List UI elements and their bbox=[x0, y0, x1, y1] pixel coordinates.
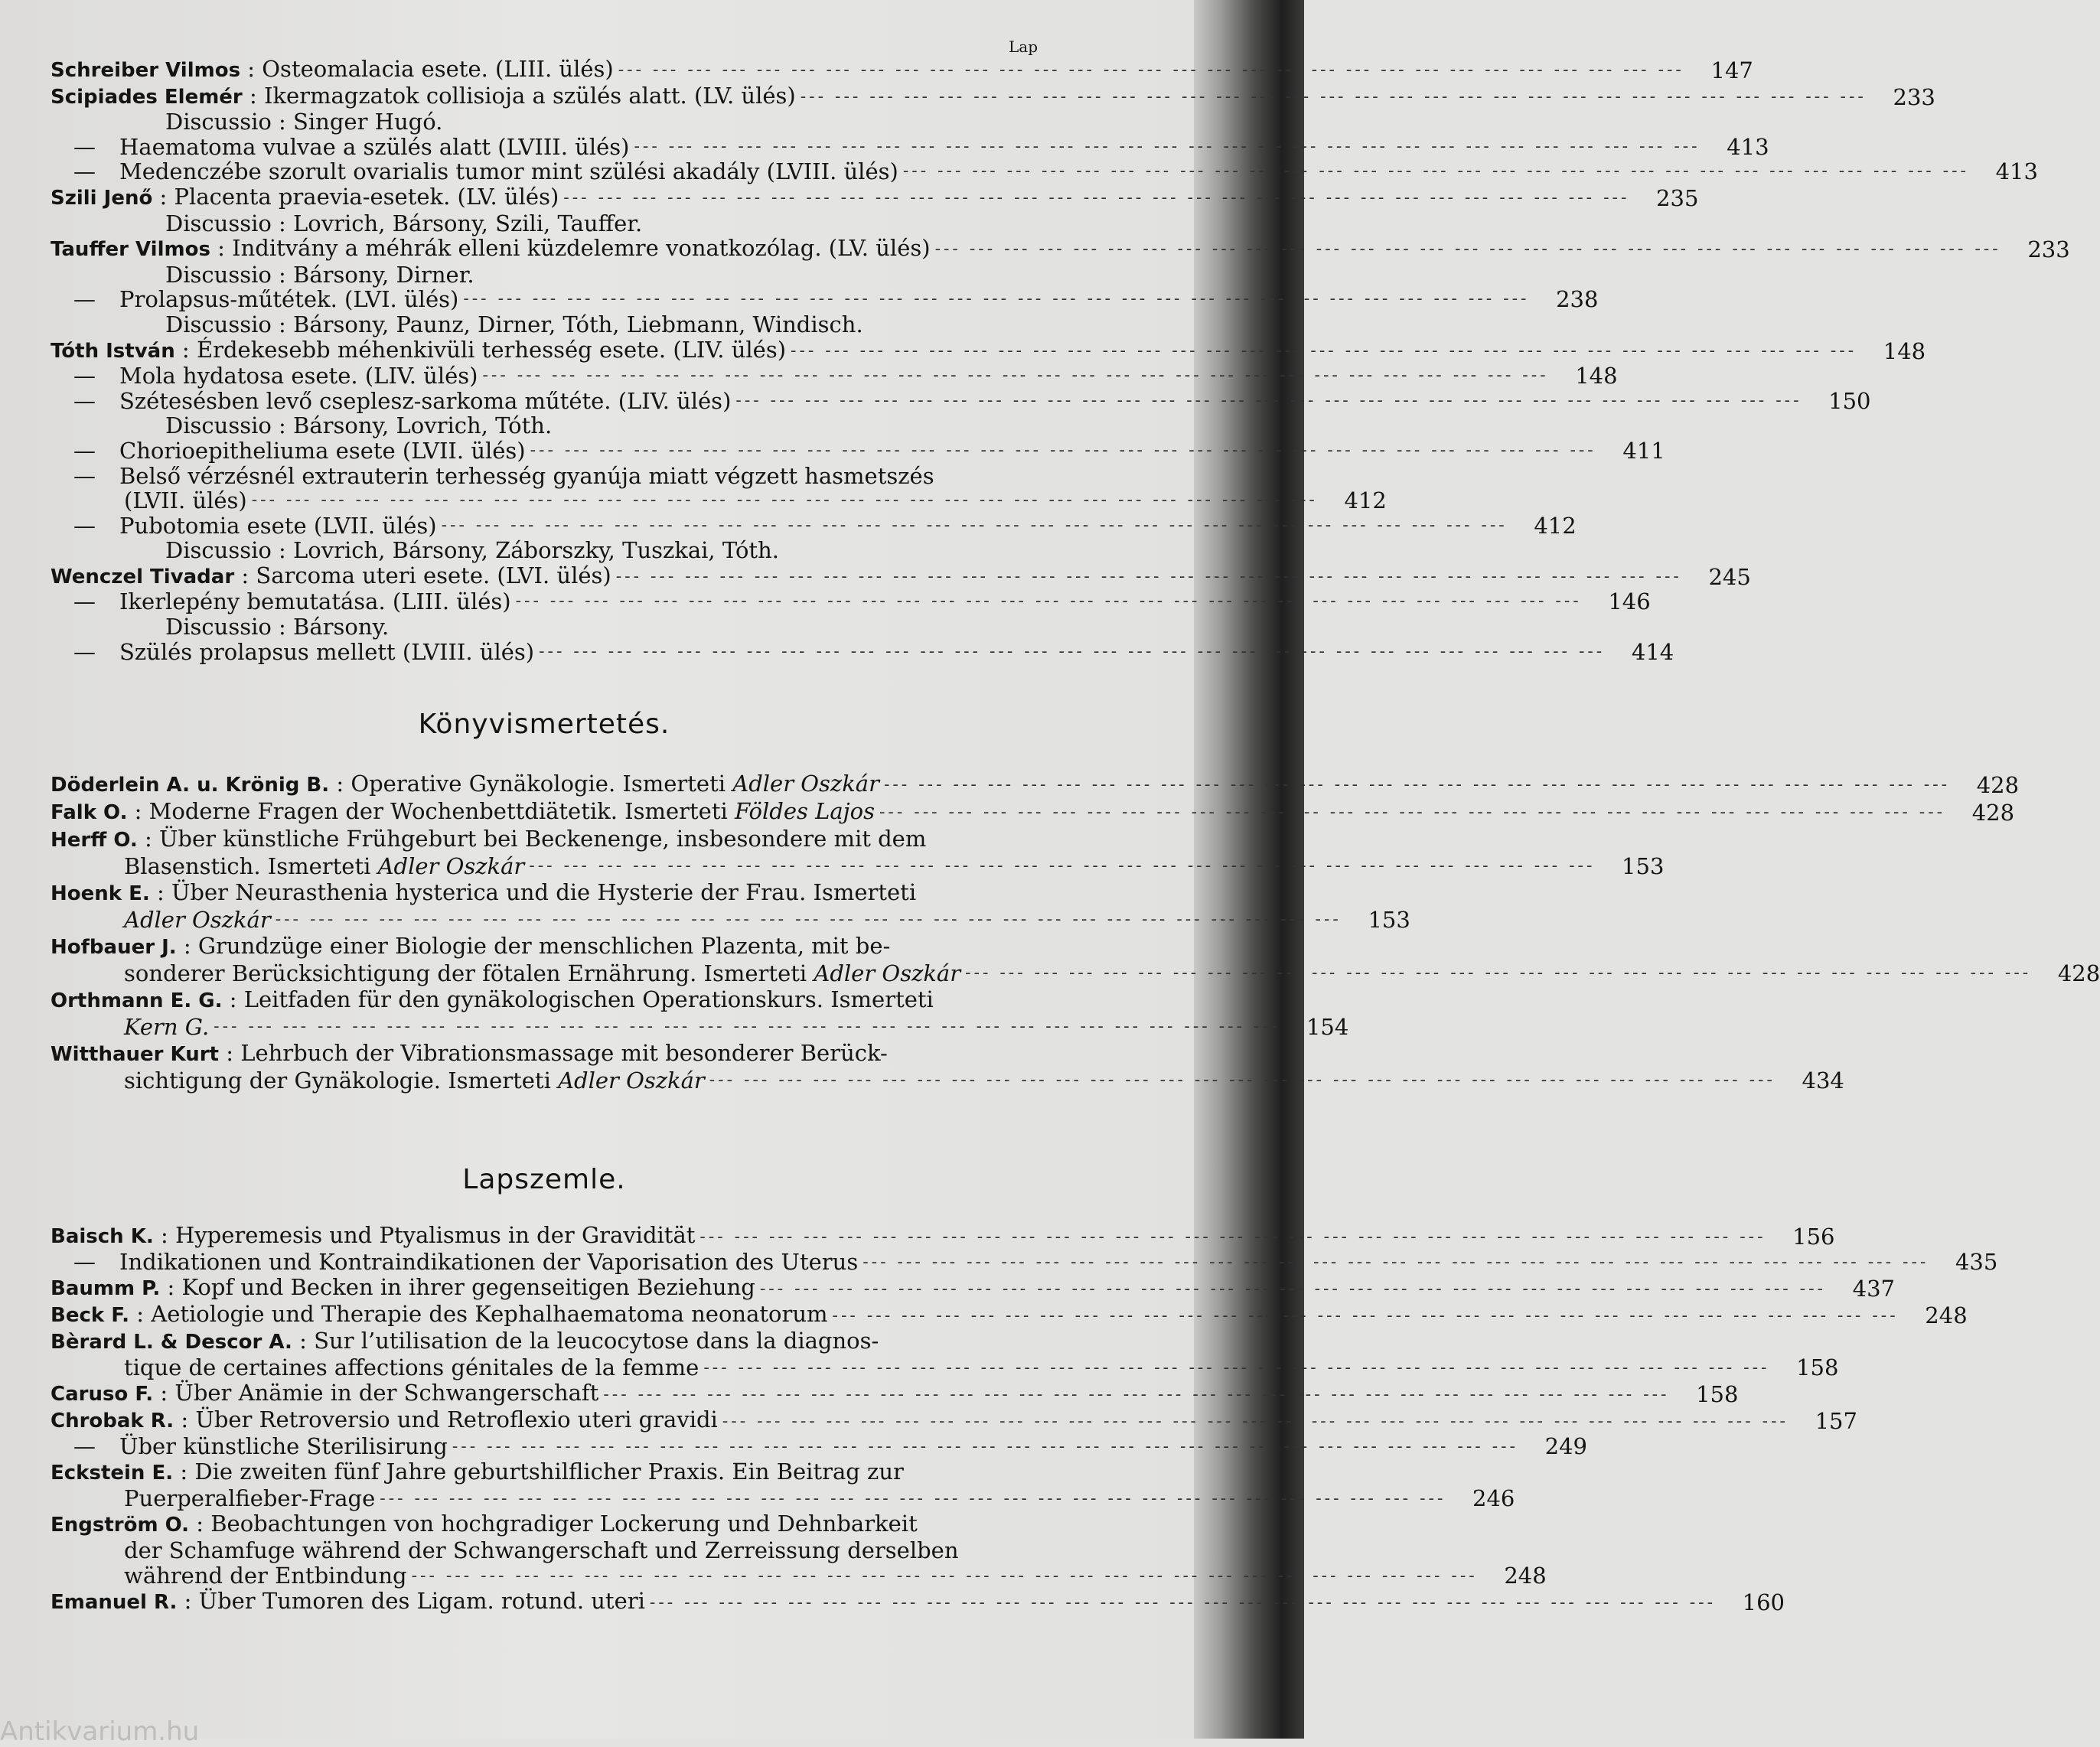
entry-text-wrap bbox=[51, 1434, 448, 1459]
entry-page: 437 bbox=[1852, 1276, 1895, 1302]
entry-continuation bbox=[124, 1486, 375, 1511]
entry-author: Falk O. bbox=[51, 801, 128, 825]
entry-author: Szili Jenő bbox=[51, 186, 153, 210]
entry-title: Medenczébe szorult ovarialis tumor mint szülési akadály (LVIII. ülés) bbox=[119, 158, 898, 185]
entry-title: Über Neurasthenia hysterica und die Hysterie der Frau. Ismerteti bbox=[171, 879, 917, 906]
leader-dots bbox=[452, 1434, 1518, 1459]
entry-page: 428 bbox=[2057, 960, 2100, 987]
index-entry bbox=[51, 1380, 1739, 1408]
index-entry bbox=[51, 1406, 1857, 1435]
entry-text-wrap bbox=[51, 135, 630, 160]
entry-discussio: Discussio : Bársony, Lovrich, Tóth. bbox=[165, 412, 553, 439]
leader-dots bbox=[529, 853, 1595, 879]
continuation-dash: — bbox=[73, 158, 96, 185]
entry-author: Döderlein A. u. Krönig B. bbox=[51, 774, 330, 797]
entry-title: Über Tumoren des Ligam. rotund. uteri bbox=[198, 1588, 645, 1615]
entry-page: 248 bbox=[1504, 1563, 1547, 1589]
entry-text-wrap: Schreiber Vilmos : Osteomalacia esete. (LIII. ülés) bbox=[51, 56, 614, 82]
leader-dots bbox=[884, 772, 1950, 798]
index-entry bbox=[51, 1588, 1785, 1616]
entry-page: 413 bbox=[1995, 158, 2038, 185]
leader-dots bbox=[516, 589, 1582, 614]
entry-continuation bbox=[124, 907, 271, 933]
index-entry bbox=[51, 363, 1618, 389]
entry-line: Hoenk E. : Über Neurasthenia hysterica und die Hysterie der Frau. Ismerteti bbox=[51, 879, 917, 906]
entry-text-wrap: Chrobak R. : Über Retroversio und Retroflexio uteri gravidi bbox=[51, 1406, 718, 1433]
index-entry-end bbox=[51, 1014, 1349, 1041]
index-entry bbox=[51, 1301, 1968, 1329]
section-book-reviews bbox=[51, 771, 2100, 1094]
leader-dots bbox=[563, 186, 1629, 211]
entry-page: 148 bbox=[1575, 363, 1618, 389]
entry-text-wrap: Scipiades Elemér : Ikermagzatok collisioja a szülés alatt. (LV. ülés) bbox=[51, 82, 796, 109]
entry-author: Baisch K. bbox=[51, 1225, 154, 1249]
leader-dots bbox=[735, 389, 1802, 414]
index-entry-end bbox=[51, 1563, 1547, 1589]
leader-dots bbox=[276, 907, 1342, 933]
leader-dots bbox=[833, 1303, 1899, 1328]
leader-dots bbox=[214, 1014, 1280, 1040]
entry-author: Bèrard L. & Descor A. bbox=[51, 1331, 292, 1354]
entry-line: Eckstein E. : Die zweiten fünf Jahre geburtshilflicher Praxis. Ein Beitrag zur bbox=[51, 1459, 904, 1485]
leader-dots bbox=[699, 1224, 1766, 1250]
entry-title: Érdekesebb méhenkivüli terhesség esete. (LIV. ülés) bbox=[196, 336, 787, 363]
entry-line bbox=[51, 464, 1038, 489]
entry-title: Pubotomia esete (LVII. ülés) bbox=[119, 512, 437, 539]
index-entry bbox=[51, 771, 2020, 799]
leader-dots bbox=[616, 565, 1682, 590]
leader-dots bbox=[903, 159, 1969, 184]
index-entry bbox=[51, 512, 1577, 539]
index-entry-end bbox=[51, 1354, 1839, 1381]
entry-text-wrap: Döderlein A. u. Krönig B. : Operative Gynäkologie. Ismerteti Adler Oszkár bbox=[51, 771, 879, 797]
index-entry bbox=[51, 798, 2015, 826]
entry-page: 147 bbox=[1710, 57, 1753, 83]
entry-line: Engström O. : Beobachtungen von hochgradiger Lockerung und Dehnbarkeit bbox=[51, 1511, 918, 1537]
entry-continuation bbox=[124, 1563, 407, 1589]
entry-text-wrap bbox=[51, 389, 731, 414]
watermark: Antikvarium.hu bbox=[0, 1716, 200, 1747]
entry-line: Orthmann E. G. : Leitfaden für den gynäkologischen Operationskurs. Ismerteti bbox=[51, 986, 934, 1013]
entry-author: Emanuel R. bbox=[51, 1591, 178, 1615]
index-entry bbox=[51, 133, 1769, 160]
index-entry bbox=[51, 336, 1926, 364]
index-entry bbox=[51, 387, 1871, 414]
index-entry bbox=[51, 588, 1651, 615]
entry-title-cont: während der Entbindung bbox=[124, 1563, 407, 1589]
index-entry bbox=[51, 638, 1674, 665]
entry-page: 160 bbox=[1742, 1589, 1785, 1616]
leader-dots bbox=[703, 1355, 1769, 1380]
leader-dots bbox=[650, 1590, 1716, 1615]
entry-author: Scipiades Elemér bbox=[51, 85, 243, 109]
leader-dots bbox=[482, 363, 1548, 389]
entry-title: Indikationen und Kontraindikationen der Vaporisation des Uterus bbox=[119, 1249, 859, 1276]
section-meetings bbox=[51, 56, 2070, 665]
entry-page: 153 bbox=[1622, 853, 1665, 880]
entry-text-wrap bbox=[51, 589, 511, 614]
entry-continuation bbox=[124, 1355, 699, 1380]
entry-continuation bbox=[124, 488, 247, 513]
entry-reviewer: Adler Oszkár bbox=[814, 960, 961, 987]
entry-author: Chrobak R. bbox=[51, 1410, 174, 1433]
entry-text-wrap bbox=[51, 513, 437, 539]
entry-line: Herff O. : Über künstliche Frühgeburt bei Beckenenge, insbesondere mit dem bbox=[51, 826, 927, 852]
entry-page: 158 bbox=[1796, 1354, 1839, 1381]
entry-text-wrap bbox=[51, 438, 526, 464]
entry-title: Operative Gynäkologie. Ismerteti bbox=[351, 771, 726, 797]
entry-title: Chorioepitheliuma esete (LVII. ülés) bbox=[119, 437, 526, 464]
entry-discussio: Discussio : Bársony. bbox=[165, 614, 390, 640]
entry-title: Über künstliche Sterilisirung bbox=[119, 1433, 448, 1460]
entry-text-wrap: Wenczel Tivadar : Sarcoma uteri esete. (LVI. ülés) bbox=[51, 562, 611, 588]
index-entry bbox=[51, 437, 1665, 464]
continuation-dash: — bbox=[73, 638, 96, 665]
entry-page: 414 bbox=[1631, 638, 1674, 665]
entry-title-cont: tique de certaines affections génitales de la femme bbox=[124, 1354, 699, 1381]
entry-text-wrap bbox=[51, 363, 478, 389]
continuation-dash: — bbox=[73, 363, 96, 389]
leader-dots bbox=[965, 960, 2031, 986]
entry-page: 235 bbox=[1656, 184, 1699, 211]
entry-reviewer: Adler Oszkár bbox=[377, 853, 525, 880]
leader-dots bbox=[380, 1486, 1446, 1511]
leader-dots bbox=[252, 488, 1318, 513]
entry-page: 413 bbox=[1727, 133, 1769, 160]
entry-title-cont: Blasenstich. Ismerteti bbox=[124, 853, 371, 880]
entry-page: 412 bbox=[1534, 512, 1577, 539]
entry-continuation bbox=[124, 960, 960, 986]
entry-title: Leitfaden für den gynäkologischen Operationskurs. Ismerteti bbox=[243, 986, 934, 1013]
entry-title: Lehrbuch der Vibrationsmassage mit besonderer Berück- bbox=[240, 1040, 888, 1067]
entry-text-wrap bbox=[51, 640, 534, 665]
section-journal-review bbox=[51, 1222, 1998, 1616]
entry-author: Hofbauer J. bbox=[51, 936, 177, 960]
leader-dots bbox=[862, 1250, 1929, 1275]
index-entry-end bbox=[51, 960, 2100, 987]
entry-reviewer: Adler Oszkár bbox=[558, 1067, 705, 1094]
entry-discussio: Discussio : Lovrich, Bársony, Szili, Tauffer. bbox=[165, 210, 643, 236]
entry-page: 157 bbox=[1815, 1408, 1857, 1435]
entry-title: Szétesésben levő cseplesz-sarkoma műtéte. (LIV. ülés) bbox=[119, 387, 732, 414]
entry-page: 245 bbox=[1708, 563, 1751, 590]
entry-author: Tauffer Vilmos bbox=[51, 238, 210, 262]
section-title-book-reviews: Könyvismertetés. bbox=[418, 709, 670, 741]
entry-page: 153 bbox=[1368, 907, 1410, 934]
entry-text-wrap: Baisch K. : Hyperemesis und Ptyalismus in der Gravidität bbox=[51, 1222, 696, 1249]
entry-page: 428 bbox=[1971, 800, 2015, 826]
entry-title-cont: sichtigung der Gynäkologie. Ismerteti bbox=[124, 1067, 551, 1094]
entry-title: Ikermagzatok collisioja a szülés alatt. (LV. ülés) bbox=[263, 82, 796, 109]
entry-title: Sarcoma uteri esete. (LVI. ülés) bbox=[256, 562, 611, 588]
entry-title: Kopf und Becken in ihrer gegenseitigen Beziehung bbox=[181, 1274, 755, 1301]
continuation-dash: — bbox=[73, 512, 96, 539]
entry-line: Hofbauer J. : Grundzüge einer Biologie der menschlichen Plazenta, mit be- bbox=[51, 933, 891, 960]
entry-text-wrap: Tauffer Vilmos : Inditvány a méhrák elleni küzdelemre vonatkozólag. (LV. ülés) bbox=[51, 235, 931, 262]
index-entry bbox=[51, 1249, 1998, 1276]
entry-author: Witthauer Kurt bbox=[51, 1043, 219, 1067]
leader-dots bbox=[722, 1409, 1789, 1434]
entry-title: Szülés prolapsus mellett (LVIII. ülés) bbox=[119, 638, 535, 665]
continuation-dash: — bbox=[73, 133, 96, 160]
entry-author: Engström O. bbox=[51, 1514, 190, 1537]
entry-page: 158 bbox=[1696, 1381, 1739, 1408]
entry-title: Belső vérzésnél extrauterin terhesség gyanúja miatt végzett hasmetszés bbox=[119, 462, 934, 489]
entry-title-cont: sonderer Berücksichtigung der fötalen Ernährung. Ismerteti bbox=[124, 960, 807, 987]
entry-author: Beck F. bbox=[51, 1304, 130, 1328]
entry-title: Inditvány a méhrák elleni küzdelemre vonatkozólag. (LV. ülés) bbox=[232, 235, 931, 262]
entry-title: Sur l’utilisation de la leucocytose dans la diagnos- bbox=[314, 1328, 879, 1354]
entry-title: Grundzüge einer Biologie der menschlichen Plazenta, mit be- bbox=[197, 933, 891, 960]
entry-page: 246 bbox=[1472, 1485, 1515, 1512]
leader-dots bbox=[412, 1563, 1478, 1589]
entry-page: 249 bbox=[1544, 1433, 1587, 1460]
entry-reviewer: Földes Lajos bbox=[734, 798, 875, 825]
entry-text-wrap bbox=[51, 1250, 858, 1275]
entry-page: 154 bbox=[1306, 1014, 1349, 1041]
entry-title: Ikerlepény bemutatása. (LIII. ülés) bbox=[119, 588, 511, 615]
section-title-journal-review: Lapszemle. bbox=[462, 1164, 626, 1196]
entry-page: 428 bbox=[1976, 772, 2020, 799]
index-entry-end bbox=[51, 853, 1665, 880]
leader-dots bbox=[801, 85, 1867, 110]
entry-author: Herff O. bbox=[51, 829, 138, 852]
entry-discussio: Discussio : Lovrich, Bársony, Záborszky, Tuszkai, Tóth. bbox=[165, 537, 779, 564]
continuation-dash: — bbox=[73, 462, 96, 489]
index-entry bbox=[51, 56, 1753, 83]
index-entry-end bbox=[51, 487, 1387, 514]
entry-page: 148 bbox=[1883, 337, 1926, 364]
entry-reviewer: Adler Oszkár bbox=[124, 907, 271, 934]
entry-text-wrap: Beck F. : Aetiologie und Therapie des Kephalhaematoma neonatorum bbox=[51, 1301, 828, 1328]
entry-author: Orthmann E. G. bbox=[51, 989, 223, 1013]
index-entry bbox=[51, 183, 1699, 211]
leader-dots bbox=[539, 640, 1605, 665]
entry-text-wrap bbox=[51, 287, 458, 312]
entry-page: 238 bbox=[1556, 286, 1599, 313]
entry-discussio: Discussio : Singer Hugó. bbox=[165, 109, 443, 135]
entry-page: 156 bbox=[1792, 1224, 1835, 1250]
entry-title: Über künstliche Frühgeburt bei Beckenenge, insbesondere mit dem bbox=[158, 826, 927, 852]
entry-title: Haematoma vulvae a szülés alatt (LVIII. ülés) bbox=[119, 133, 630, 160]
entry-continuation bbox=[124, 853, 524, 879]
entry-title: Beobachtungen von hochgradiger Lockerung und Dehnbarkeit bbox=[210, 1511, 918, 1537]
index-entry bbox=[51, 1274, 1895, 1302]
index-entry-end bbox=[51, 1067, 1844, 1094]
leader-dots bbox=[879, 800, 1945, 826]
entry-discussio: Discussio : Bársony, Dirner. bbox=[165, 261, 474, 288]
leader-dots bbox=[791, 339, 1857, 364]
continuation-dash: — bbox=[73, 588, 96, 615]
entry-text-wrap: Baumm P. : Kopf und Becken in ihrer gegenseitigen Beziehung bbox=[51, 1274, 755, 1301]
entry-title: Die zweiten fünf Jahre geburtshilflicher Praxis. Ein Beitrag zur bbox=[194, 1459, 904, 1485]
entry-title-cont: (LVII. ülés) bbox=[124, 487, 247, 514]
entry-title-cont: Puerperalfieber-Frage bbox=[124, 1485, 376, 1512]
leader-dots bbox=[442, 513, 1508, 539]
entry-title: Über Anämie in der Schwangerschaft bbox=[174, 1380, 599, 1406]
leader-dots bbox=[530, 438, 1596, 464]
leader-dots bbox=[935, 237, 2001, 262]
entry-text-wrap: Caruso F. : Über Anämie in der Schwangerschaft bbox=[51, 1380, 599, 1406]
continuation-dash: — bbox=[73, 1433, 96, 1460]
continuation-dash: — bbox=[73, 1249, 96, 1276]
leader-dots bbox=[709, 1067, 1776, 1094]
entry-text-wrap: Szili Jenő : Placenta praevia-esetek. (LV. ülés) bbox=[51, 183, 559, 210]
entry-title: Osteomalacia esete. (LIII. ülés) bbox=[262, 56, 614, 82]
entry-text-wrap: Falk O. : Moderne Fragen der Wochenbettdiätetik. Ismerteti Földes Lajos bbox=[51, 798, 875, 825]
index-entry bbox=[51, 82, 1935, 110]
index-entry bbox=[51, 286, 1599, 313]
entry-author: Schreiber Vilmos bbox=[51, 59, 241, 82]
entry-text-wrap bbox=[51, 159, 898, 184]
index-entry bbox=[51, 1222, 1835, 1250]
entry-reviewer: Kern G. bbox=[124, 1014, 210, 1041]
entry-continuation bbox=[124, 1014, 209, 1040]
leader-dots bbox=[634, 135, 1701, 160]
index-entry-end bbox=[51, 907, 1410, 934]
leader-dots bbox=[463, 287, 1529, 312]
entry-text-wrap: Emanuel R. : Über Tumoren des Ligam. rotund. uteri bbox=[51, 1588, 645, 1615]
entry-discussio: Discussio : Bársony, Paunz, Dirner, Tóth, Liebmann, Windisch. bbox=[165, 311, 863, 337]
entry-author: Eckstein E. bbox=[51, 1462, 174, 1485]
continuation-dash: — bbox=[73, 437, 96, 464]
entry-continuation bbox=[124, 1067, 705, 1094]
leader-dots bbox=[760, 1276, 1826, 1302]
entry-title: Über Retroversio und Retroflexio uteri gravidi bbox=[195, 1406, 718, 1433]
entry-page: 434 bbox=[1802, 1067, 1844, 1094]
index-entry bbox=[51, 562, 1751, 590]
entry-title: Moderne Fragen der Wochenbettdiätetik. Ismerteti bbox=[148, 798, 728, 825]
leader-dots bbox=[603, 1382, 1669, 1407]
entry-title: Prolapsus-műtétek. (LVI. ülés) bbox=[119, 286, 459, 313]
entry-title: Placenta praevia-esetek. (LV. ülés) bbox=[174, 183, 559, 210]
entry-text-wrap: Tóth István : Érdekesebb méhenkivüli terhesség esete. (LIV. ülés) bbox=[51, 336, 787, 363]
leader-dots bbox=[618, 58, 1684, 83]
index-entry bbox=[51, 235, 2070, 263]
continuation-dash: — bbox=[73, 286, 96, 313]
entry-page: 435 bbox=[1955, 1249, 1998, 1276]
entry-title: Hyperemesis und Ptyalismus in der Gravidität bbox=[174, 1222, 696, 1249]
entry-title: Aetiologie und Therapie des Kephalhaematoma neonatorum bbox=[151, 1301, 828, 1328]
index-content bbox=[51, 37, 2100, 1616]
entry-page: 411 bbox=[1622, 437, 1665, 464]
entry-line: Witthauer Kurt : Lehrbuch der Vibrationsmassage mit besonderer Berück- bbox=[51, 1040, 888, 1067]
entry-author: Hoenk E. bbox=[51, 882, 150, 906]
entry-author: Caruso F. bbox=[51, 1383, 154, 1406]
entry-line: Bèrard L. & Descor A. : Sur l’utilisation de la leucocytose dans la diagnos- bbox=[51, 1328, 879, 1354]
entry-continuation: der Schamfuge während der Schwangerschaft und Zerreissung derselben bbox=[124, 1537, 959, 1564]
entry-page: 248 bbox=[1925, 1302, 1968, 1329]
entry-page: 412 bbox=[1344, 487, 1387, 514]
entry-author: Wenczel Tivadar bbox=[51, 565, 235, 588]
entry-title: Mola hydatosa esete. (LIV. ülés) bbox=[119, 363, 478, 389]
continuation-dash: — bbox=[73, 387, 96, 414]
index-entry-end bbox=[51, 1485, 1515, 1512]
entry-author: Tóth István bbox=[51, 339, 175, 363]
entry-page: 150 bbox=[1828, 387, 1871, 414]
entry-page: 146 bbox=[1608, 588, 1651, 615]
entry-page: 233 bbox=[1893, 83, 1935, 110]
page-column-header: Lap bbox=[1008, 37, 1038, 56]
entry-page: 233 bbox=[2027, 236, 2070, 263]
entry-author: Baumm P. bbox=[51, 1277, 161, 1301]
index-entry bbox=[51, 1433, 1587, 1460]
entry-reviewer: Adler Oszkár bbox=[732, 771, 879, 797]
index-entry bbox=[51, 158, 2038, 185]
